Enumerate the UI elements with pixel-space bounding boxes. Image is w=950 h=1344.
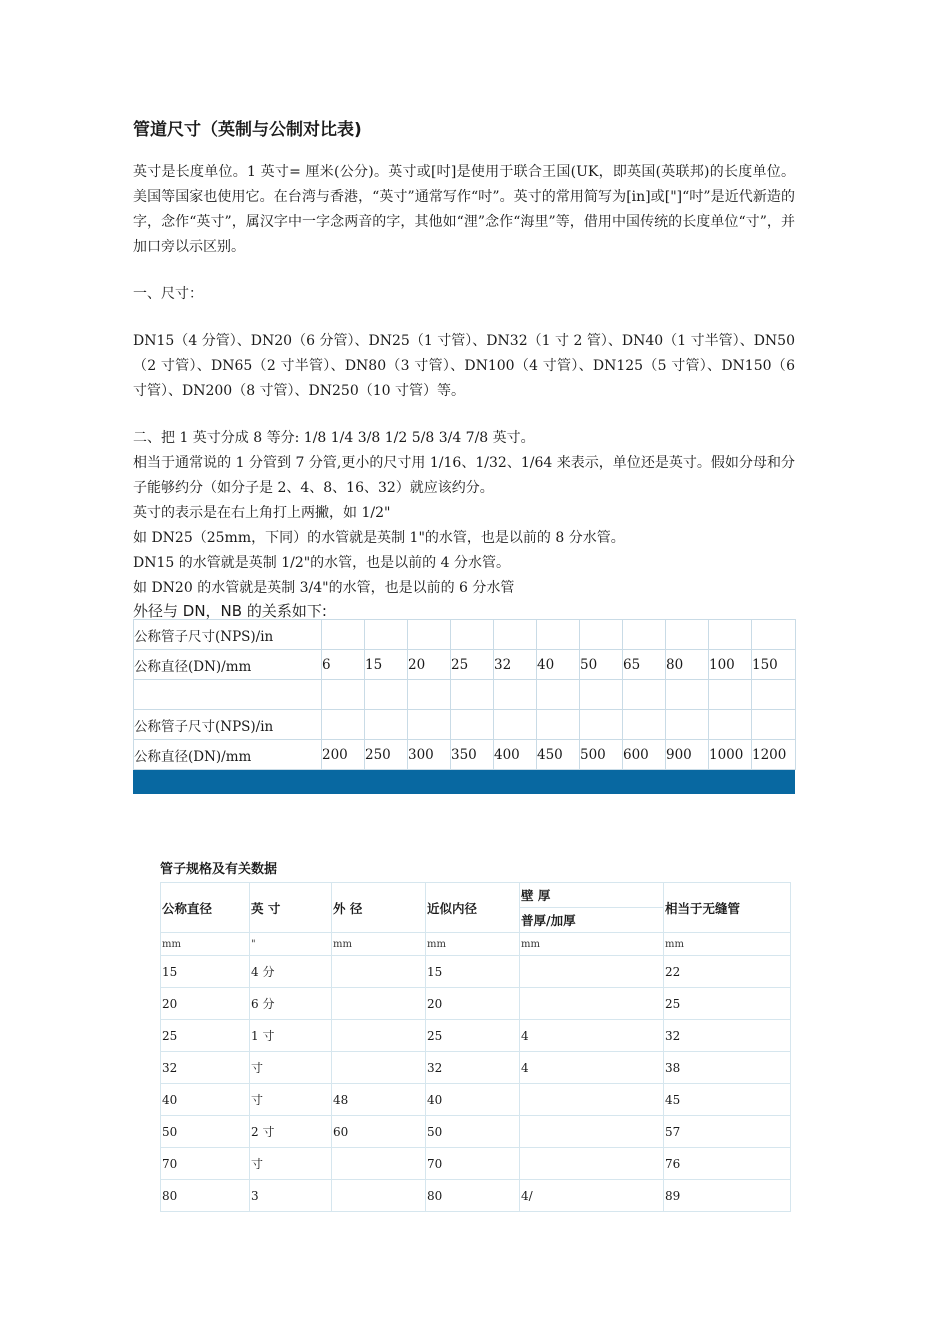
table-cell: 寸 (250, 1052, 332, 1084)
table-cell (752, 710, 796, 740)
table-cell (623, 710, 666, 740)
section2-line2: 英寸的表示是在右上角打上两撇，如 1/2" (133, 505, 391, 521)
table-cell: 4/ (520, 1180, 664, 1212)
table-cell: 100 (709, 650, 752, 680)
nps-dn-table (133, 619, 796, 770)
table-cell (408, 710, 451, 740)
table-cell: 寸 (250, 1084, 332, 1116)
table-cell: 80 (426, 1180, 520, 1212)
table-cell (494, 680, 537, 710)
table-cell: 6 (322, 650, 365, 680)
table-row (134, 620, 796, 650)
table-cell (580, 620, 623, 650)
table-cell: 57 (664, 1116, 791, 1148)
units-row (161, 933, 791, 956)
table-cell (451, 620, 494, 650)
table-cell (408, 680, 451, 710)
unit-cell: mm (332, 933, 426, 956)
table-row (161, 1084, 791, 1116)
table-cell (666, 710, 709, 740)
table-cell (752, 680, 796, 710)
table-row (161, 1052, 791, 1084)
table-cell (709, 620, 752, 650)
page-title: 管道尺寸（英制与公制对比表) (133, 120, 362, 140)
table-cell (134, 680, 322, 710)
table-cell (580, 710, 623, 740)
table-footer-band (133, 770, 795, 794)
table-cell (580, 680, 623, 710)
header-od: 外 径 (332, 883, 426, 933)
table-cell (332, 1020, 426, 1052)
table-cell: 70 (161, 1148, 250, 1180)
table-cell: 25 (426, 1020, 520, 1052)
table-cell: 25 (161, 1020, 250, 1052)
table-cell: 15 (161, 956, 250, 988)
table-cell (494, 710, 537, 740)
relation-heading: 外径与 DN，NB 的关系如下: (133, 602, 327, 620)
table-cell (520, 956, 664, 988)
table-cell: 500 (580, 740, 623, 770)
unit-cell: mm (664, 933, 791, 956)
pipe-spec-title: 管子规格及有关数据 (160, 862, 278, 877)
table-cell: 22 (664, 956, 791, 988)
table-cell: 公称管子尺寸(NPS)/in (134, 620, 322, 650)
document-body (133, 118, 795, 794)
table-cell: 20 (408, 650, 451, 680)
table-cell: 150 (752, 650, 796, 680)
table-cell: 1200 (752, 740, 796, 770)
header-inch: 英 寸 (250, 883, 332, 933)
table-cell: 6 分 (250, 988, 332, 1020)
table-cell (332, 1052, 426, 1084)
table-cell: 15 (365, 650, 408, 680)
table-cell: 2 寸 (250, 1116, 332, 1148)
table-cell (408, 620, 451, 650)
section2-line3: 如 DN25（25mm，下同）的水管就是英制 1"的水管，也是以前的 8 分水管。 (133, 530, 625, 546)
table-cell: 400 (494, 740, 537, 770)
table-cell: 60 (332, 1116, 426, 1148)
table-cell: 50 (580, 650, 623, 680)
table-cell: 40 (537, 650, 580, 680)
table-cell: 32 (664, 1020, 791, 1052)
table-cell: 900 (666, 740, 709, 770)
table-cell (365, 710, 408, 740)
table-cell (623, 680, 666, 710)
section2-line5: 如 DN20 的水管就是英制 3/4"的水管，也是以前的 6 分水管 (133, 580, 515, 596)
table-cell (709, 680, 752, 710)
table-cell (332, 956, 426, 988)
table-cell: 1000 (709, 740, 752, 770)
table-row (161, 1180, 791, 1212)
table-cell (365, 680, 408, 710)
table-cell (451, 710, 494, 740)
table-cell: 300 (408, 740, 451, 770)
table-row (134, 680, 796, 710)
table-cell: 4 分 (250, 956, 332, 988)
unit-cell: mm (520, 933, 664, 956)
table-cell (623, 620, 666, 650)
header-id: 近似内径 (426, 883, 520, 933)
unit-cell: mm (161, 933, 250, 956)
table-cell (537, 710, 580, 740)
table-row (161, 988, 791, 1020)
table-cell: 25 (451, 650, 494, 680)
table-cell: 15 (426, 956, 520, 988)
header-dn: 公称直径 (161, 883, 250, 933)
table-cell: 25 (664, 988, 791, 1020)
table-cell: 公称管子尺寸(NPS)/in (134, 710, 322, 740)
pipe-spec-section (160, 860, 790, 1212)
table-cell: 250 (365, 740, 408, 770)
table-cell (666, 680, 709, 710)
table-cell: 76 (664, 1148, 791, 1180)
table-cell: 20 (426, 988, 520, 1020)
table-cell (365, 620, 408, 650)
table-cell: 350 (451, 740, 494, 770)
table-row (134, 650, 796, 680)
table-cell: 48 (332, 1084, 426, 1116)
table-cell: 200 (322, 740, 365, 770)
table-cell: 89 (664, 1180, 791, 1212)
table-cell (666, 620, 709, 650)
table-cell: 80 (161, 1180, 250, 1212)
header-wall: 壁 厚 (520, 883, 664, 908)
header-row (161, 883, 791, 908)
section2-line4: DN15 的水管就是英制 1/2"的水管，也是以前的 4 分水管。 (133, 555, 510, 571)
table-row (161, 1148, 791, 1180)
table-cell (752, 620, 796, 650)
table-row (134, 710, 796, 740)
table-cell: 70 (426, 1148, 520, 1180)
unit-cell: " (250, 933, 332, 956)
table-cell: 40 (426, 1084, 520, 1116)
table-row (161, 1020, 791, 1052)
table-cell (520, 1148, 664, 1180)
table-cell (709, 710, 752, 740)
table-cell: 1 寸 (250, 1020, 332, 1052)
section2-paragraph: 相当于通常说的 1 分管到 7 分管,更小的尺寸用 1/16、1/32、1/64 来表示，单位还是英寸。假如分母和分子能够约分（如分子是 2、4、8、16、32）就应该约分。 (133, 455, 795, 496)
header-seamless: 相当于无缝管 (664, 883, 791, 933)
table-cell: 32 (426, 1052, 520, 1084)
table-cell: 450 (537, 740, 580, 770)
table-cell: 38 (664, 1052, 791, 1084)
table-cell (332, 1148, 426, 1180)
table-cell: 50 (161, 1116, 250, 1148)
table-cell (332, 1180, 426, 1212)
table-cell (537, 620, 580, 650)
section2-line1: 二、把 1 英寸分成 8 等分: 1/8 1/4 3/8 1/2 5/8 3/4 7/8 英寸。 (133, 430, 535, 446)
section1-heading: 一、尺寸： (133, 286, 203, 302)
table-cell: 32 (161, 1052, 250, 1084)
header-wall-sub: 普厚/加厚 (520, 908, 664, 933)
table-cell: 40 (161, 1084, 250, 1116)
table-row (161, 1116, 791, 1148)
section1-text: DN15（4 分管）、DN20（6 分管）、DN25（1 寸管）、DN32（1 寸 2 管）、DN40（1 寸半管）、DN50（2 寸管）、DN65（2 寸半管）、DN80（3 寸管）、DN100（4 寸管）、DN125（5 寸管）、DN150（6 寸管）、DN200（8 寸管）、DN250（10 寸管）等。 (133, 333, 795, 399)
table-cell (494, 620, 537, 650)
table-cell (322, 620, 365, 650)
table-cell: 45 (664, 1084, 791, 1116)
table-row (134, 740, 796, 770)
table-cell: 20 (161, 988, 250, 1020)
table-cell: 4 (520, 1052, 664, 1084)
table-cell: 65 (623, 650, 666, 680)
table-cell (322, 680, 365, 710)
table-cell: 600 (623, 740, 666, 770)
table-cell: 公称直径(DN)/mm (134, 650, 322, 680)
table-cell: 公称直径(DN)/mm (134, 740, 322, 770)
intro-paragraph: 英寸是长度单位。1 英寸= 厘米(公分)。英寸或[吋]是使用于联合王国(UK，即英国(英联邦)的长度单位。美国等国家也使用它。在台湾与香港，“英寸”通常写作“吋”。英寸的常用简写为[in]或["]“吋”是近代新造的字，念作“英寸”，属汉字中一字念两音的字，其他如“浬”念作“海里”等，借用中国传统的长度单位“寸”，并加口旁以示区别。 (133, 164, 795, 255)
table-cell (322, 710, 365, 740)
table-cell: 3 (250, 1180, 332, 1212)
table-cell (520, 1084, 664, 1116)
table-cell: 寸 (250, 1148, 332, 1180)
unit-cell: mm (426, 933, 520, 956)
table-cell: 32 (494, 650, 537, 680)
table-cell (451, 680, 494, 710)
table-cell: 50 (426, 1116, 520, 1148)
table-cell: 80 (666, 650, 709, 680)
table-cell (537, 680, 580, 710)
table-row (161, 956, 791, 988)
table-cell (332, 988, 426, 1020)
table-cell (520, 1116, 664, 1148)
pipe-spec-table (160, 882, 791, 1212)
table-cell: 4 (520, 1020, 664, 1052)
table-cell (520, 988, 664, 1020)
